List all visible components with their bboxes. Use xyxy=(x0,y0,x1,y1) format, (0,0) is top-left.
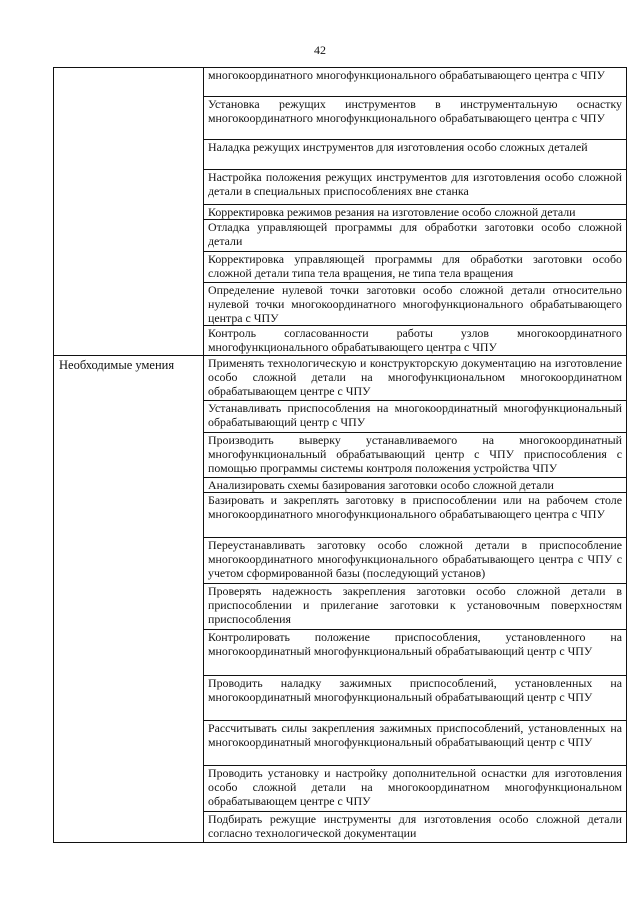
list-item: Переустанавливать заготовку особо сложной детали в приспособление многокоординатного многофункционального обрабатывающего центра с ЧПУ с учетом сформированной базы (последующий установ) xyxy=(204,537,626,583)
list-item: Проводить наладку зажимных приспособлений, установленных на многокоординатный многофункциональный обрабатывающий центр с ЧПУ xyxy=(204,675,626,720)
list-item: Производить выверку устанавливаемого на многокоординатный многофункциональный обрабатывающий центр с ЧПУ приспособления с помощью программы системы контроля положения устройства ЧПУ xyxy=(204,432,626,477)
list-item: Анализировать схемы базирования заготовки особо сложной детали xyxy=(204,477,626,492)
list-item: Контроль согласованности работы узлов многокоординатного многофункционального обрабатывающего центра с ЧПУ xyxy=(204,325,626,355)
list-item: многокоординатного многофункционального обрабатывающего центра с ЧПУ xyxy=(208,68,605,82)
table-row xyxy=(54,68,627,356)
list-item: Корректировка режимов резания на изготовление особо сложной детали xyxy=(204,204,626,219)
list-item: Настройка положения режущих инструментов для изготовления особо сложной детали в специальных приспособлениях вне станка xyxy=(204,169,626,204)
list-item: Определение нулевой точки заготовки особо сложной детали относительно нулевой точки многокоординатного многофункционального обрабатывающего центра с ЧПУ xyxy=(204,282,626,325)
requirements-table xyxy=(53,67,627,843)
list-item: Установка режущих инструментов в инструментальную оснастку многокоординатного многофункционального обрабатывающего центра с ЧПУ xyxy=(204,96,626,139)
row-items-cell xyxy=(204,356,627,843)
list-item: Контролировать положение приспособления, установленного на многокоординатный многофункциональный обрабатывающий центр с ЧПУ xyxy=(204,629,626,675)
list-item: Корректировка управляющей программы для обработки заготовки особо сложной детали типа тела вращения, не типа тела вращения xyxy=(204,251,626,282)
row-label-cell xyxy=(54,68,204,356)
table-row xyxy=(54,356,627,843)
page-number: 42 xyxy=(314,43,326,57)
row-items-cell xyxy=(204,68,627,356)
list-item: Рассчитывать силы закрепления зажимных приспособлений, установленных на многокоординатный многофункциональный обрабатывающий центр с ЧПУ xyxy=(204,720,626,765)
list-item: Наладка режущих инструментов для изготовления особо сложных деталей xyxy=(204,139,626,169)
list-item: Устанавливать приспособления на многокоординатный многофункциональный обрабатывающий центр с ЧПУ xyxy=(204,400,626,432)
list-item: Отладка управляющей программы для обработки заготовки особо сложной детали xyxy=(204,219,626,251)
list-item: Проводить установку и настройку дополнительной оснастки для изготовления особо сложной детали на многокоординатном многофункциональном обрабатывающем центре с ЧПУ xyxy=(204,765,626,811)
list-item: Подбирать режущие инструменты для изготовления особо сложной детали согласно технологической документации xyxy=(204,811,626,842)
list-item: Применять технологическую и конструкторскую документацию на изготовление особо сложной детали на многофункциональном многокоординатном обрабатывающем центре с ЧПУ xyxy=(208,356,622,399)
list-item: Проверять надежность закрепления заготовки особо сложной детали в приспособлении и прилегание заготовки к установочным поверхностям приспособления xyxy=(204,583,626,629)
row-label-cell: Необходимые умения xyxy=(54,356,204,843)
list-item: Базировать и закреплять заготовку в приспособлении или на рабочем столе многокоординатного многофункционального обрабатывающего центра с ЧПУ xyxy=(204,492,626,537)
